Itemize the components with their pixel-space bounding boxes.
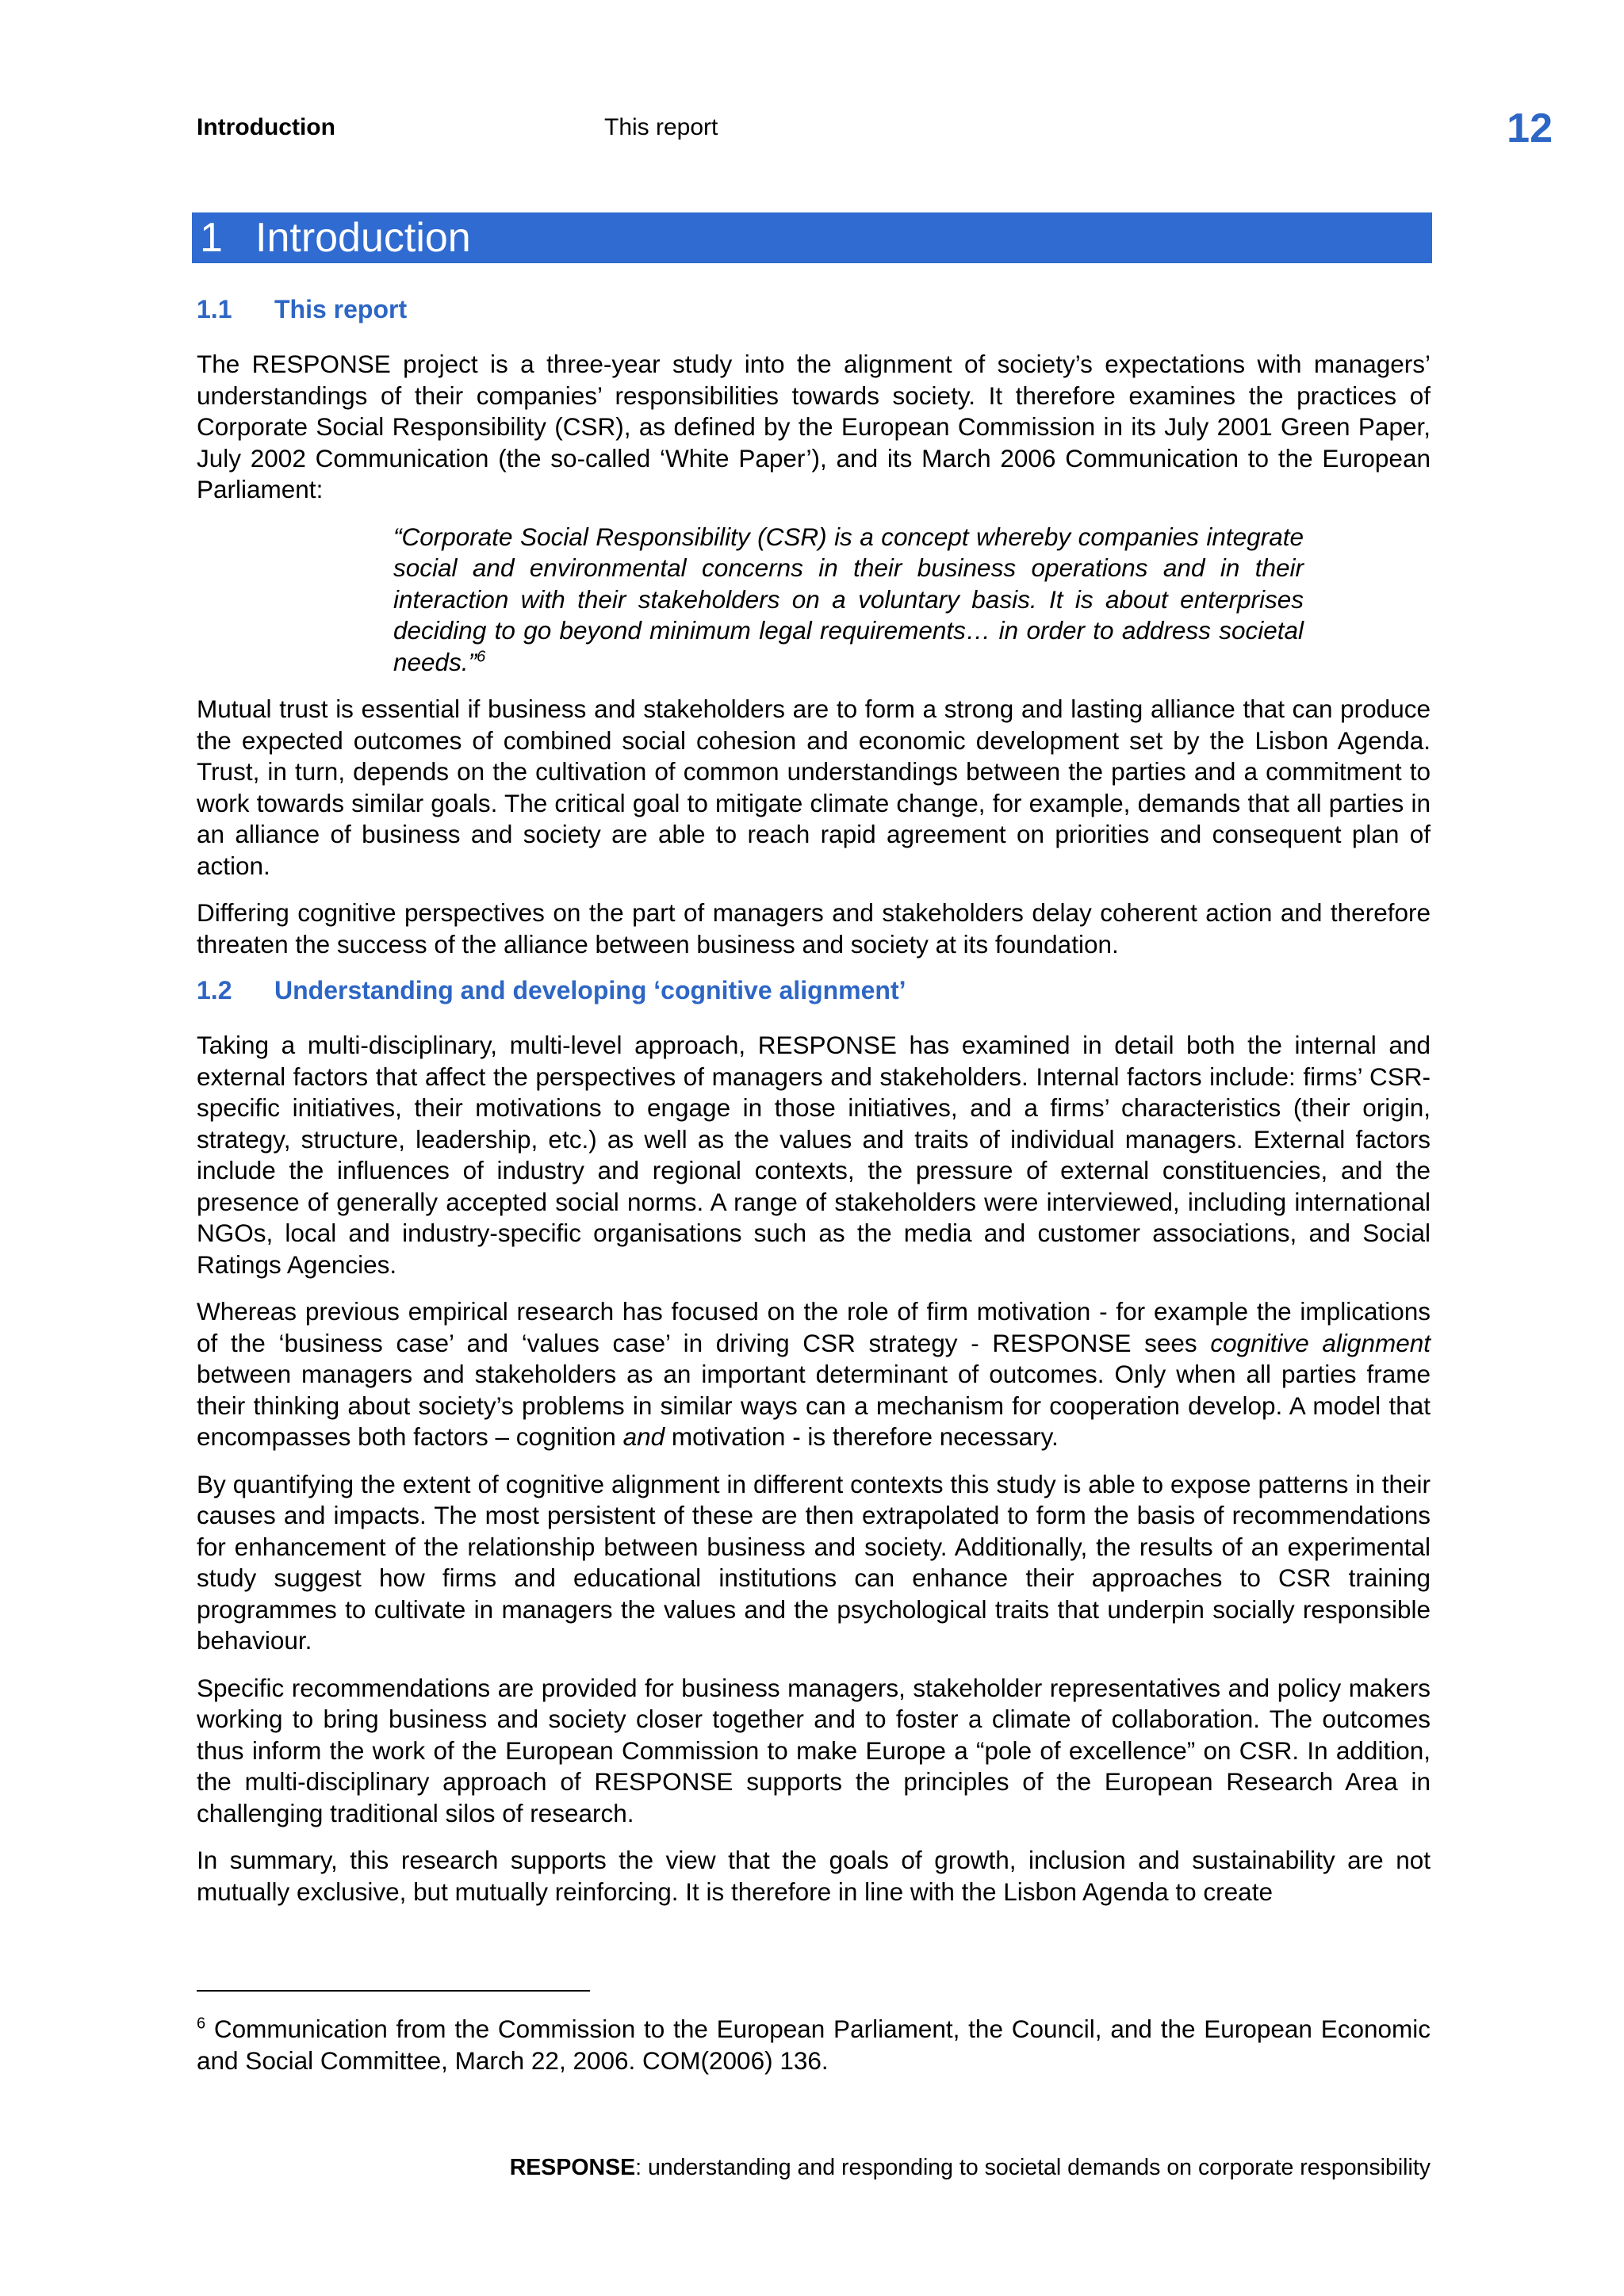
block-quote bbox=[393, 522, 1304, 679]
paragraph: By quantifying the extent of cognitive alignment in different contexts this study is able to expose patterns in their causes and impacts. The most persistent of these are then extrapolated to form the basis of recommendations for enhancement of the relationship between business and society. Additionally, the results of an experimental study suggest how firms and educational institutions can enhance their approaches to CSR training programmes to cultivate in managers the values and the psychological traits that underpin socially responsible behaviour. bbox=[197, 1469, 1431, 1655]
paragraph: In summary, this research supports the view that the goals of growth, inclusion and sustainability are not mutually exclusive, but mutually reinforcing. It is therefore in line with the Lisbon Agenda to create bbox=[197, 1846, 1431, 1906]
paragraph: The RESPONSE project is a three-year study into the alignment of society’s expectations with managers’ understandings of their companies’ responsibilities towards society. It therefore examines the practices of Corporate Social Responsibility (CSR), as defined by the European Commission in its July 2001 Green Paper, July 2002 Communication (the so-called ‘White Paper’), and its March 2006 Communication to the European Parliament: bbox=[197, 350, 1431, 503]
section-title: Understanding and developing ‘cognitive alignment’ bbox=[274, 976, 906, 1004]
header-subsection-title: This report bbox=[604, 114, 718, 140]
section-number: 1.2 bbox=[197, 976, 232, 1004]
running-header bbox=[197, 105, 1553, 152]
emphasis-text: and bbox=[622, 1422, 665, 1451]
footnote-marker: 6 bbox=[197, 2015, 206, 2033]
paragraph bbox=[197, 1296, 1431, 1453]
quote-text: “Corporate Social Responsibility (CSR) is a concept whereby companies integrate social and environmental concerns in their business operations and in their interaction with their stakeholders on a voluntary basis. It is about enterprises deciding to go beyond minimum legal requirements… in order to address societal needs.” bbox=[393, 522, 1304, 676]
footnote-divider bbox=[197, 1990, 590, 1992]
main-content bbox=[197, 292, 1431, 1923]
emphasis-text: cognitive alignment bbox=[1210, 1328, 1431, 1357]
paragraph: Differing cognitive perspectives on the part of managers and stakeholders delay coherent action and therefore threaten the success of the alliance between business and society at its foundation. bbox=[197, 898, 1431, 959]
chapter-title: Introduction bbox=[255, 215, 471, 261]
paragraph-text: between managers and stakeholders as an important determinant of outcomes. Only when all parties frame their thinking about society’s problems in similar ways can a mechanism for cooperation develop. A model that encompasses both factors – cognition bbox=[197, 1360, 1431, 1451]
section-title: This report bbox=[274, 295, 408, 323]
section-heading-1-2 bbox=[197, 973, 1431, 1008]
running-footer bbox=[197, 2155, 1431, 2181]
footnote-reference[interactable]: 6 bbox=[477, 648, 486, 665]
section-number: 1.1 bbox=[197, 295, 232, 323]
page-number: 12 bbox=[1507, 105, 1553, 151]
footnote-text: Communication from the Commission to the European Parliament, the Council, and the European Economic and Social Committee, March 22, 2006. COM(2006) 136. bbox=[197, 2015, 1431, 2075]
footer-subtitle: : understanding and responding to societal demands on corporate responsibility bbox=[635, 2155, 1431, 2180]
footnote bbox=[197, 2014, 1431, 2076]
chapter-heading bbox=[192, 212, 1432, 263]
paragraph: Mutual trust is essential if business and stakeholders are to form a strong and lasting alliance that can produce the expected outcomes of combined social cohesion and economic development set by the Lisbon Agenda. Trust, in turn, depends on the cultivation of common understandings between the parties and a commitment to work towards similar goals. The critical goal to mitigate climate change, for example, demands that all parties in an alliance of business and society are able to reach rapid agreement on priorities and consequent plan of action. bbox=[197, 695, 1431, 880]
paragraph: Taking a multi-disciplinary, multi-level approach, RESPONSE has examined in detail both the internal and external factors that affect the perspectives of managers and stakeholders. Internal factors include: firms’ CSR-specific initiatives, their motivations to engage in those initiatives, and a firms’ characteristics (their origin, strategy, structure, leadership, etc.) as well as the values and traits of individual managers. External factors include the influences of industry and regional contexts, the pressure of external constituencies, and the presence of generally accepted social norms. A range of stakeholders were interviewed, including international NGOs, local and industry-specific organisations such as the media and customer associations, and Social Ratings Agencies. bbox=[197, 1031, 1431, 1279]
paragraph-text: Whereas previous empirical research has focused on the role of firm motivation - for example the implications of the ‘business case’ and ‘values case’ in driving CSR strategy - RESPONSE sees bbox=[197, 1297, 1431, 1357]
section-heading-1-1 bbox=[197, 292, 1431, 327]
paragraph: Specific recommendations are provided for business managers, stakeholder representatives and policy makers working to bring business and society closer together and to foster a climate of collaboration. The outcomes thus inform the work of the European Commission to make Europe a “pole of excellence” on CSR. In addition, the multi-disciplinary approach of RESPONSE supports the principles of the European Research Area in challenging traditional silos of research. bbox=[197, 1673, 1431, 1827]
header-section-title: Introduction bbox=[197, 114, 335, 140]
footer-project-name: RESPONSE bbox=[509, 2155, 636, 2180]
paragraph-text: motivation - is therefore necessary. bbox=[665, 1422, 1059, 1451]
chapter-number: 1 bbox=[200, 215, 223, 261]
